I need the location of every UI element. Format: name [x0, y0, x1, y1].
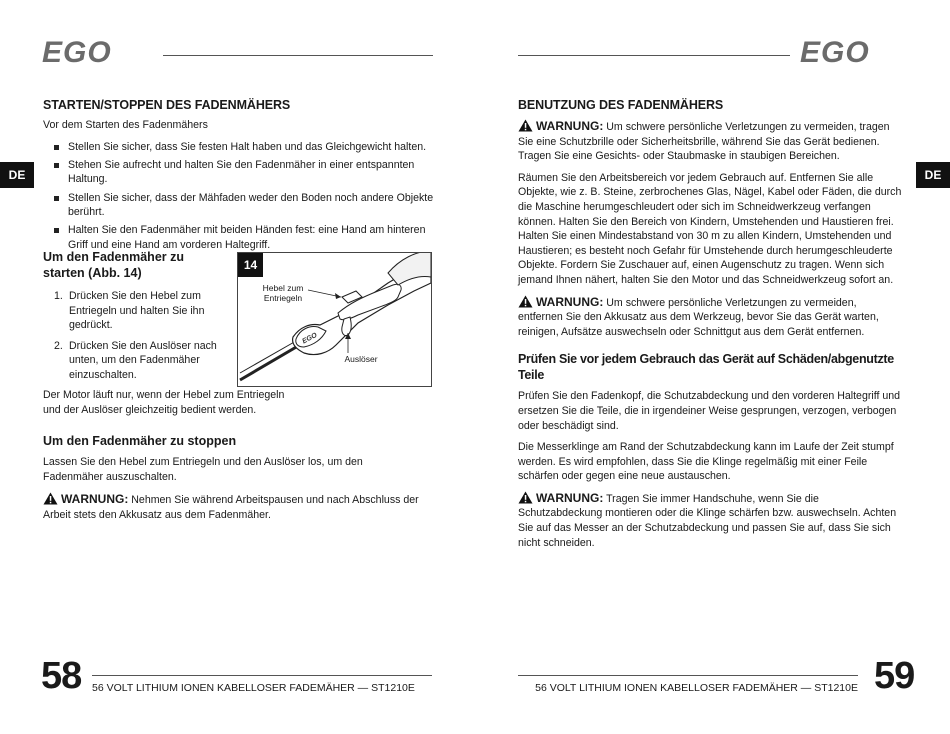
footer-title-left: 56 VOLT LITHIUM IONEN KABELLOSER FADEMÄHER — ST1210E — [92, 682, 415, 694]
precaution-list — [43, 140, 438, 253]
figure-number: 14 — [238, 253, 263, 277]
work-area-paragraph: Räumen Sie den Arbeitsbereich vor jedem Gebrauch auf. Entfernen Sie alle Objekte, wie z. B. Steine, zerbrochenes Glas, Nägel, Kabel oder Fäden, die durch die Maschine herumgeschleudert oder sich im Schneidwerkzeug verfangen können. Halten Sie den Bereich von Kindern, Umstehenden und Haustieren frei. Halten Sie einen Mindestabstand von 30 m zu allen Kindern, Umstehenden und Haustieren; es besteht noch Gefahr für Umstehende durch herumgeschleuderte Objekte. Fordern Sie Zuschauer auf, einen Augenschutz zu tragen. Wenn sich jemand Ihnen nähert, halten Sie den Motor und das Schneidwerkzeug sofort an. — [518, 171, 902, 286]
start-steps-list — [43, 289, 233, 389]
figure-14 — [237, 252, 432, 387]
motor-note: Der Motor läuft nur, wenn der Hebel zum Entriegeln und der Auslöser gleichzeitig bedient werden. — [43, 389, 285, 416]
section-heading-starting: STARTEN/STOPPEN DES FADENMÄHERS — [43, 98, 291, 112]
list-item — [43, 289, 233, 333]
ego-logo-left: EGO — [42, 36, 112, 69]
warning-text: Tragen Sie immer Handschuhe, wenn Sie die Schutzabdeckung montieren oder die Klinge schärfen bzw. auswechseln. Achten Sie auf das Messer an der Schutzabdeckung und passen Sie auf, dass Sie sich nicht schneiden. — [518, 492, 897, 549]
footer-title-right: 56 VOLT LITHIUM IONEN KABELLOSER FADEMÄHER — ST1210E — [535, 682, 858, 694]
list-item: Stellen Sie sicher, dass Sie festen Halt haben und das Gleichgewicht halten. — [43, 140, 438, 155]
warning-label: WARNUNG: — [536, 119, 604, 133]
label-unlock-lever: Hebel zum Entriegeln — [262, 283, 304, 303]
step-text: Drücken Sie den Auslöser nach unten, um den Fadenmäher einzuschalten. — [69, 339, 217, 381]
warning-text: Um schwere persönliche Verletzungen zu vermeiden, entfernen Sie den Akkusatz aus dem Werkzeug, bevor Sie das Gerät warten, reinigen, Aufsätze auswechseln oder Schnittgut aus dem Gerät entfernen. — [518, 296, 879, 338]
inspection-heading: Prüfen Sie vor jedem Gebrauch das Gerät auf Schäden/abgenutzte Teile — [518, 352, 894, 383]
trimmer-handle-illustration — [238, 253, 431, 386]
step-text: Drücken Sie den Hebel zum Entriegeln und halten Sie ihn gedrückt. — [69, 290, 205, 332]
warning-gloves — [518, 491, 902, 550]
step-number: 1. — [54, 290, 63, 302]
stop-text: Lassen Sie den Hebel zum Entriegeln und den Auslöser los, um den Fadenmäher auszuschalten. — [43, 456, 363, 483]
warning-icon — [518, 119, 533, 132]
language-tab-left: DE — [0, 162, 34, 188]
warning-label: WARNUNG: — [61, 492, 129, 506]
right-content — [518, 97, 902, 550]
footer-rule-left — [92, 675, 432, 676]
intro-text: Vor dem Starten des Fadenmähers — [43, 119, 208, 131]
warning-icon — [518, 295, 533, 308]
handle-logo: EGO — [301, 331, 319, 346]
inspection-paragraph: Prüfen Sie den Fadenkopf, die Schutzabdeckung und den vorderen Haltegriff und ersetzen Sie die Teile, die in irgendeiner Weise gesprungen, verzogen, verbogen oder beschädigt sind. — [518, 390, 901, 432]
list-item — [43, 339, 233, 383]
stop-heading: Um den Fadenmäher zu stoppen — [43, 434, 237, 448]
warning-label: WARNUNG: — [536, 490, 604, 505]
blade-paragraph: Die Messerklinge am Rand der Schutzabdeckung kann im Laufe der Zeit stumpf werden. Es wird empfohlen, dass Sie die Klinge regelmäßig mit einer Feile schärfen oder gegen eine neue austauschen. — [518, 441, 894, 483]
warning-text: Nehmen Sie während Arbeitspausen und nach Abschluss der Arbeit stets den Akkusatz aus dem Fadenmäher. — [43, 494, 419, 521]
ego-logo-right: EGO — [800, 36, 870, 69]
header-rule-right — [518, 55, 790, 56]
warning-eye-protection — [518, 119, 902, 164]
page-number-right: 59 — [874, 655, 915, 697]
warning-left — [43, 492, 438, 522]
warning-icon — [43, 492, 58, 505]
page-number-left: 58 — [41, 655, 82, 697]
warning-label: WARNUNG: — [536, 294, 604, 309]
header-rule-left — [163, 55, 433, 56]
language-tab-right: DE — [916, 162, 950, 188]
left-content — [43, 97, 438, 256]
start-heading: Um den Fadenmäher zu starten (Abb. 14) — [43, 250, 184, 280]
section-heading-usage: BENUTZUNG DES FADENMÄHERS — [518, 98, 724, 112]
footer-rule-right — [518, 675, 858, 676]
step-number: 2. — [54, 339, 63, 352]
list-item: Stellen Sie sicher, dass der Mähfaden weder den Boden noch andere Objekte berührt. — [43, 191, 438, 220]
list-item: Stehen Sie aufrecht und halten Sie den Fadenmäher in einer entspannten Haltung. — [43, 158, 438, 187]
warning-text: Um schwere persönliche Verletzungen zu vermeiden, tragen Sie eine Schutzbrille oder Sicherheitsbrille, während Sie das Gerät bedienen. Tragen Sie eine Gesichts- oder Staubmaske in staubigen Bereichen. — [518, 121, 890, 163]
warning-battery-removal — [518, 295, 902, 340]
warning-icon — [518, 491, 533, 504]
label-trigger: Auslöser — [344, 354, 378, 364]
list-item: Halten Sie den Fadenmäher mit beiden Händen fest: eine Hand am hinteren Griff und eine Hand am vorderen Haltegriff. — [43, 223, 438, 252]
